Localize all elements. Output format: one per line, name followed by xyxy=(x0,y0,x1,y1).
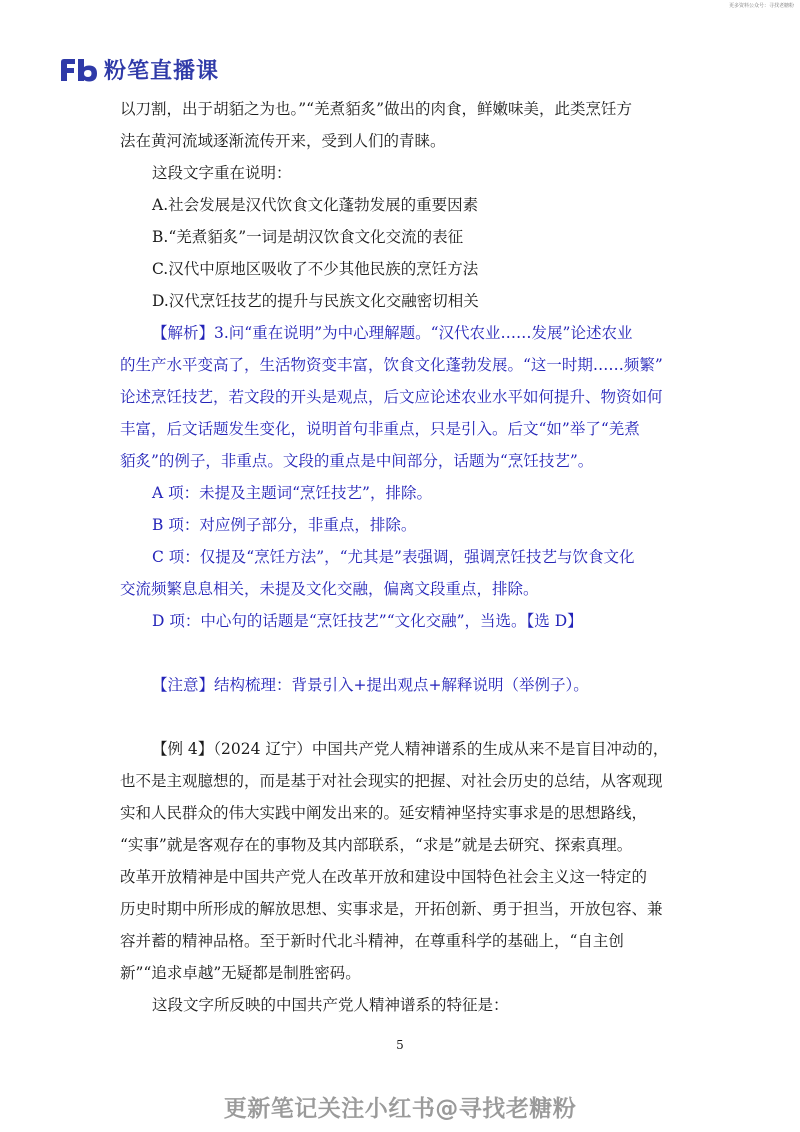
analysis-option-c: 交流频繁息息相关，未提及文化交融，偏离文段重点，排除。 xyxy=(120,580,539,598)
document-body xyxy=(120,93,690,1021)
example-line: 历史时期中所形成的解放思想、实事求是，开拓创新、勇于担当，开放包容、兼 xyxy=(120,900,663,918)
example-line: 也不是主观臆想的，而是基于对社会现实的把握、对社会历史的总结，从客观现 xyxy=(120,772,663,790)
option-a: A.社会发展是汉代饮食文化蓬勃发展的重要因素 xyxy=(152,196,479,214)
corner-note: 更多资料公众号：寻找老糖粉 xyxy=(728,3,794,9)
passage-line: 以刀割，出于胡貊之为也。”“羌煮貊炙”做出的肉食，鲜嫩味美，此类烹饪方 xyxy=(120,100,633,118)
analysis-line: 貊炙”的例子，非重点。文段的重点是中间部分，话题为“烹饪技艺”。 xyxy=(120,452,594,470)
example-line: 实和人民群众的伟大实践中阐发出来的。延安精神坚持实事求是的思想路线， xyxy=(120,804,648,822)
analysis-option-b: B 项：对应例子部分，非重点，排除。 xyxy=(152,516,417,534)
example-line: 容并蓄的精神品格。至于新时代北斗精神，在尊重科学的基础上，“自主创 xyxy=(120,932,624,950)
example-line: 改革开放精神是中国共产党人在改革开放和建设中国特色社会主义这一特定的 xyxy=(120,868,648,886)
brand-header xyxy=(58,54,219,85)
option-d: D.汉代烹饪技艺的提升与民族文化交融密切相关 xyxy=(152,292,479,310)
analysis-option-c: C 项：仅提及“烹饪方法”，“尤其是”表强调，强调烹饪技艺与饮食文化 xyxy=(152,548,635,566)
analysis-line: 的生产水平变高了，生活物资变丰富，饮食文化蓬勃发展。“这一时期……频繁” xyxy=(120,356,663,374)
passage-line: 法在黄河流域逐渐流传开来，受到人们的青睐。 xyxy=(120,132,446,150)
analysis-line: 论述烹饪技艺，若文段的开头是观点，后文应论述农业水平如何提升、物资如何 xyxy=(120,388,663,406)
question-stem: 这段文字所反映的中国共产党人精神谱系的特征是： xyxy=(152,996,509,1014)
analysis-line: 丰富，后文话题发生变化，说明首句非重点，只是引入。后文“如”举了“羌煮 xyxy=(120,420,640,438)
example-line: “实事”就是客观存在的事物及其内部联系，“求是”就是去研究、探索真理。 xyxy=(120,836,633,854)
option-c: C.汉代中原地区吸收了不少其他民族的烹饪方法 xyxy=(152,260,479,278)
page-number: 5 xyxy=(396,1038,404,1052)
analysis-option-d: D 项：中心句的话题是“烹饪技艺”“文化交融”，当选。【选 D】 xyxy=(152,612,583,630)
analysis-option-a: A 项：未提及主题词“烹饪技艺”，排除。 xyxy=(152,484,432,502)
brand-name: 粉笔直播课 xyxy=(104,59,220,84)
analysis-line: 【解析】3.问“重在说明”为中心理解题。“汉代农业……发展”论述农业 xyxy=(152,324,633,342)
example-line: 【例 4】（2024 辽宁）中国共产党人精神谱系的生成从来不是盲目冲动的， xyxy=(152,740,669,758)
footer-watermark: 更新笔记关注小红书@寻找老糖粉 xyxy=(223,1096,577,1122)
option-b: B.“羌煮貊炙”一词是胡汉饮食文化交流的表征 xyxy=(152,228,464,246)
example-line: 新”“追求卓越”无疑都是制胜密码。 xyxy=(120,964,361,982)
question-stem: 这段文字重在说明： xyxy=(152,164,292,182)
note-line: 【注意】结构梳理：背景引入+提出观点+解释说明（举例子）。 xyxy=(152,676,589,694)
fb-logo-icon xyxy=(58,56,100,84)
